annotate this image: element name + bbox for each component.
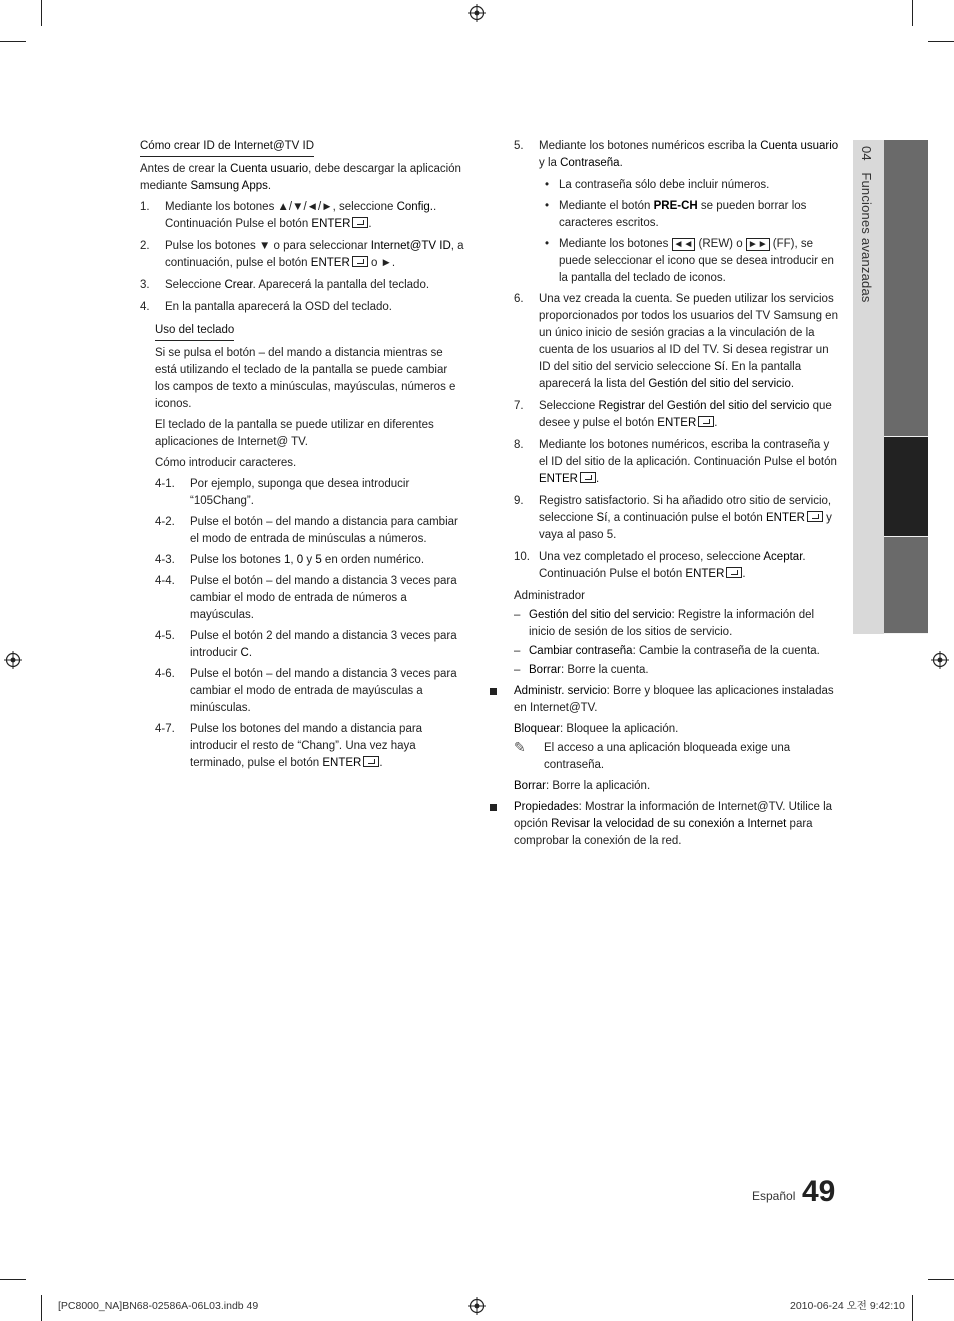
fast-forward-icon: ►► [747, 239, 768, 250]
admin-item: – Gestión del sitio del servicio: Registre la información del inicio de sesión de los sitios de servicio. [514, 609, 815, 638]
properties-item: Propiedades: Mostrar la información de Internet@TV. Utilice la opción Revisar la velocidad de su conexión a Internet para comprobar la conexión de la red. [514, 799, 839, 850]
chapter-tabs [884, 140, 928, 634]
admin-title: Administrador [514, 590, 585, 602]
section-heading: Cómo crear ID de Internet@TV ID [140, 138, 314, 157]
step-3: 3. Seleccione Crear. Aparecerá la pantalla del teclado. [140, 279, 430, 291]
substep-4-4: 4-4. Pulse el botón – del mando a distancia 3 veces para cambiar el modo de entrada de números a mayúsculas. [155, 575, 457, 621]
enter-icon [363, 756, 379, 767]
square-bullet-icon [490, 688, 497, 695]
enter-icon [580, 472, 596, 483]
chapter-tab [884, 140, 928, 437]
step-10: 10. Una vez completado el proceso, seleccione Aceptar. Continuación Pulse el botón ENTER . [514, 551, 806, 580]
admin-item: – Borrar: Borre la cuenta. [514, 664, 649, 676]
registration-mark-icon [468, 1297, 486, 1315]
step-9: 9. Registro satisfactorio. Si ha añadido otro sitio de servicio, seleccione Sí, a continuación pulse el botón ENTER y vaya al paso 5. [514, 495, 832, 541]
slug-date: 2010-06-24 오전 9:42:10 [790, 1300, 905, 1312]
step-5: 5. Mediante los botones numéricos escriba la Cuenta usuario y la Contraseña. [514, 140, 839, 169]
page-number: 49 [802, 1175, 836, 1208]
crop-mark-bottom-left-v [41, 1295, 42, 1321]
rewind-icon: ◄◄ [673, 239, 694, 250]
substep-4-2: 4-2. Pulse el botón – del mando a distancia para cambiar el modo de entrada de minúsculas a números. [155, 516, 458, 545]
crop-mark-top-left-v [41, 0, 42, 26]
enter-icon [726, 567, 742, 578]
footer-language: Español [752, 1189, 796, 1203]
substep-4-5: 4-5. Pulse el botón 2 del mando a distancia 3 veces para introducir C. [155, 630, 457, 659]
substep-4-3: 4-3. Pulse los botones 1, 0 y 5 en orden numérico. [155, 554, 425, 566]
right-column [514, 138, 839, 854]
admin-item: – Cambiar contraseña: Cambie la contraseña de la cuenta. [514, 645, 820, 657]
registration-mark-icon [931, 651, 949, 669]
pencil-note-icon: ✎ [514, 739, 526, 755]
slug-file: [PC8000_NA]BN68-02586A-06L03.indb 49 [58, 1300, 259, 1312]
step-4: 4. En la pantalla aparecerá la OSD del teclado. [140, 301, 392, 313]
step-6: 6. Una vez creada la cuenta. Se pueden utilizar los servicios proporcionados por todos los usuarios del TV Samsung en un único inicio de sesión gracias a la vinculación de la cuenta de los usuarios al ID del TV. Si desea registrar un ID del sitio del servicio seleccione Sí. En la pantalla aparecerá la lista del Gestión del sitio del servicio. [514, 293, 838, 390]
sub-heading: Uso del teclado [155, 322, 234, 341]
crop-mark-bottom-left-h [0, 1279, 26, 1280]
crop-mark-top-left-h [0, 41, 26, 42]
chapter-tab-active [884, 437, 928, 537]
intro-paragraph: Antes de crear la Cuenta usuario, debe descargar la aplicación mediante Samsung Apps. [140, 163, 461, 192]
substep-4-7: 4-7. Pulse los botones del mando a distancia para introducir el resto de “Chang”. Una vez haya terminado, pulse el botón ENTER . [155, 723, 423, 769]
step-7: 7. Seleccione Registrar del Gestión del sitio del servicio que desee y pulse el botón ENTER . [514, 400, 832, 429]
crop-mark-bottom-right-h [928, 1279, 954, 1280]
left-column [140, 138, 465, 776]
bullet-item: • Mediante los botones ◄◄ (REW) o ►► (FF), se puede seleccionar el icono que se desea introducir en la pantalla del teclado de iconos. [545, 238, 834, 284]
step-5-bullets [514, 177, 839, 287]
chapter-tab [884, 537, 928, 634]
chapter-label: 04 Funciones avanzadas [859, 146, 874, 303]
step-2: 2. Pulse los botones ▼ o para seleccionar Internet@TV ID, a continuación, pulse el botón ENTER o ►. [140, 240, 464, 269]
square-bullet-icon [490, 804, 497, 811]
enter-icon [807, 511, 823, 522]
enter-icon [352, 256, 368, 267]
step-1: 1. Mediante los botones ▲/▼/◄/►, seleccione Config.. Continuación Pulse el botón ENTER . [140, 201, 437, 230]
bullet-item: • Mediante el botón PRE-CH se pueden borrar los caracteres escritos. [545, 200, 807, 229]
registration-mark-icon [468, 4, 486, 22]
keyboard-paragraph-1: Si se pulsa el botón – del mando a distancia mientras se está utilizando el teclado de la pantalla se puede cambiar los campos de texto a minúsculas, mayúsculas, números e iconos. [155, 347, 456, 410]
delete-item: Borrar: Borre la aplicación. [514, 780, 651, 792]
keyboard-paragraph-2: El teclado de la pantalla se puede utilizar en diferentes aplicaciones de Internet@ TV. [155, 419, 434, 448]
registration-mark-icon [4, 651, 22, 669]
crop-mark-top-right-v [912, 0, 913, 26]
crop-mark-top-right-h [928, 41, 954, 42]
crop-mark-bottom-right-v [912, 1295, 913, 1321]
substep-4-6: 4-6. Pulse el botón – del mando a distancia 3 veces para cambiar el modo de entrada de mayúsculas a minúsculas. [155, 668, 457, 714]
bullet-item: • La contraseña sólo debe incluir números. [545, 179, 770, 191]
substep-4-1: 4-1. Por ejemplo, suponga que desea introducir “105Chang”. [155, 478, 410, 507]
enter-icon [352, 217, 368, 228]
enter-icon [698, 416, 714, 427]
keyboard-paragraph-3: Cómo introducir caracteres. [155, 457, 297, 469]
step-8: 8. Mediante los botones numéricos, escriba la contraseña y el ID del sitio de la aplicación. Continuación Pulse el botón ENTER . [514, 439, 837, 485]
keyboard-section [140, 322, 465, 772]
admin-service-item: Administr. servicio: Borre y bloquee las aplicaciones instaladas en Internet@TV. [514, 683, 839, 717]
note: ✎ El acceso a una aplicación bloqueada exige una contraseña. [514, 739, 791, 771]
lock-item: Bloquear: Bloquee la aplicación. [514, 723, 679, 735]
